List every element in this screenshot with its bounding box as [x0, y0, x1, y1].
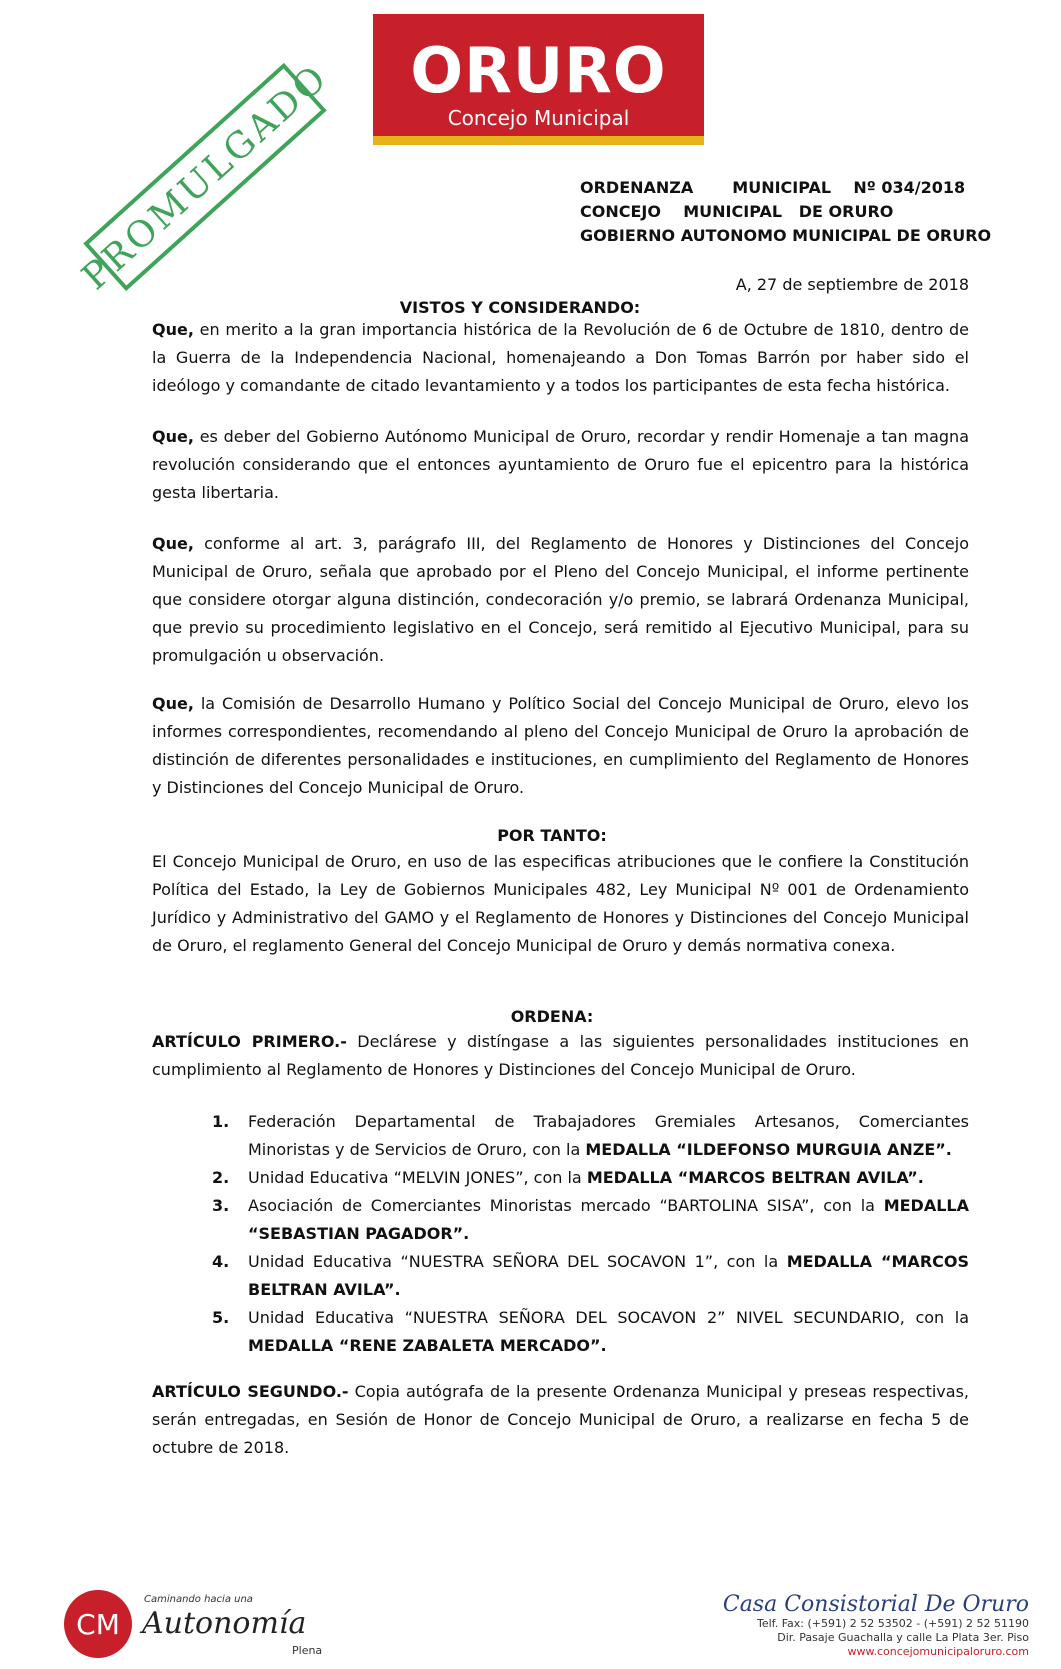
- casa-consistorial: Casa Consistorial De Oruro: [722, 1592, 1029, 1617]
- government-name: GOBIERNO AUTONOMO MUNICIPAL DE ORURO: [580, 226, 992, 245]
- list-item: 5. Unidad Educativa “NUESTRA SEÑORA DEL SOCAVON 2” NIVEL SECUNDARIO, con la MEDALLA “RENE ZABALETA MERCADO”.: [212, 1308, 969, 1355]
- logo-title: ORURO: [410, 34, 667, 107]
- vistos-heading: VISTOS Y CONSIDERANDO:: [399, 298, 641, 317]
- paragraph: Que, en merito a la gran importancia histórica de la Revolución de 6 de Octubre de 1810, dentro de la Guerra de la Independencia Nacional, homenajeando a Don Tomas Barrón por haber sido el ideólogo y comandante de citado levantamiento y a todos los participantes de esta fecha histórica.: [152, 320, 969, 395]
- portanto-heading: POR TANTO:: [497, 826, 607, 845]
- paragraph: Que, conforme al art. 3, parágrafo III, del Reglamento de Honores y Distinciones del Concejo Municipal de Oruro, señala que aprobado por el Pleno del Concejo Municipal, el informe pertinente que considere otorgar alguna distinción, condecoración y/o premio, se labrará Ordenanza Municipal, que previo su procedimiento legislativo en el Concejo, será remitido al Ejecutivo Municipal, para su promulgación u observación.: [152, 534, 969, 665]
- cm-logo: CM: [64, 1590, 132, 1658]
- ordena-heading: ORDENA:: [510, 1007, 594, 1026]
- document-date: A, 27 de septiembre de 2018: [735, 275, 969, 294]
- list-item: 2. Unidad Educativa “MELVIN JONES”, con la MEDALLA “MARCOS BELTRAN AVILA”.: [212, 1168, 924, 1187]
- logo-plena: Plena: [292, 1644, 323, 1657]
- article-first: ARTÍCULO PRIMERO.- Declárese y distíngase a las siguientes personalidades instituciones en cumplimiento al Reglamento de Honores y Distinciones del Concejo Municipal de Oruro.: [152, 1032, 970, 1079]
- paragraph: Que, la Comisión de Desarrollo Humano y Político Social del Concejo Municipal de Oruro, elevo los informes correspondientes, recomendando al pleno del Concejo Municipal de Oruro la aprobación de distinción de diferentes personalidades e instituciones, en cumplimiento del Reglamento de Honores y Distinciones del Concejo Municipal de Oruro.: [152, 694, 969, 797]
- ordinance-number: ORDENANZA MUNICIPAL Nº 034/2018: [580, 178, 966, 197]
- document-header: [580, 176, 991, 248]
- paragraph: El Concejo Municipal de Oruro, en uso de las especificas atribuciones que le confiere la Constitución Política del Estado, la Ley de Gobiernos Municipales 482, Ley Municipal Nº 001 de Ordenamiento Jurídico y Administrativo del GAMO y el Reglamento de Honores y Distinciones del Concejo Municipal de Oruro, el reglamento General del Concejo Municipal de Oruro y demás normativa conexa.: [152, 852, 969, 955]
- paragraph: Que, es deber del Gobierno Autónomo Municipal de Oruro, recordar y rendir Homenaje a tan magna revolución considerando que el entonces ayuntamiento de Oruro fue el epicentro para la histórica gesta libertaria.: [152, 427, 969, 502]
- list-item: 1. Federación Departamental de Trabajadores Gremiales Artesanos, Comerciantes Minoristas y de Servicios de Oruro, con la MEDALLA “ILDEFONSO MURGUIA ANZE”.: [212, 1112, 969, 1159]
- logo: [373, 14, 704, 145]
- promulgado-stamp: PROMULGADO: [74, 56, 336, 298]
- contact-block: [669, 1592, 1029, 1659]
- awards-list: [212, 1108, 969, 1360]
- article-second: ARTÍCULO SEGUNDO.- Copia autógrafa de la presente Ordenanza Municipal y preseas respectivas, serán entregadas, en Sesión de Honor de Concejo Municipal de Oruro, a realizarse en fecha 5 de octubre de 2018.: [152, 1382, 969, 1457]
- autonomia-logo: [64, 1590, 344, 1657]
- phone: Telf. Fax: (+591) 2 52 53502 - (+591) 2 52 51190: [756, 1617, 1029, 1630]
- logo-autonomia: Autonomía: [142, 1606, 307, 1641]
- logo-tagline: Caminando hacia una: [144, 1594, 253, 1605]
- website-link[interactable]: www.concejomunicipaloruro.com: [847, 1645, 1029, 1658]
- list-item: 4. Unidad Educativa “NUESTRA SEÑORA DEL SOCAVON 1”, con la MEDALLA “MARCOS BELTRAN AVILA”.: [212, 1252, 970, 1299]
- logo-subtitle: Concejo Municipal: [447, 106, 630, 130]
- council-name: CONCEJO MUNICIPAL DE ORURO: [580, 202, 894, 221]
- address: Dir. Pasaje Guachalla y calle La Plata 3er. Piso: [777, 1631, 1029, 1644]
- list-item: 3. Asociación de Comerciantes Minoristas mercado “BARTOLINA SISA”, con la MEDALLA “SEBASTIAN PAGADOR”.: [212, 1196, 969, 1243]
